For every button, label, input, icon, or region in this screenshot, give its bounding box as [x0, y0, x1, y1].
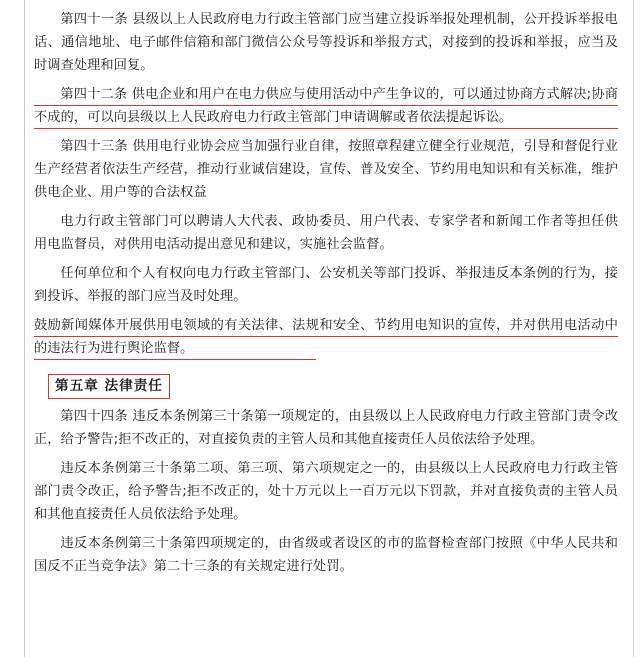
paragraph-media-supervision: 鼓励新闻媒体开展供用电领域的有关法律、法规和安全、节约用电知识的宣传，并对供用电活动中的违法行为进行舆论监督。: [34, 318, 618, 356]
right-margin-rule: [633, 0, 634, 657]
chapter-heading-wrap: [48, 366, 618, 405]
paragraph-article-43: 第四十三条 供用电行业协会应当加强行业自律，按照章程建立健全行业规范，引导和督促行业生产经营者依法生产经营，推动行业诚信建设，宣传、普及安全、节约用电知识和有关标准，维护供电企业、用户等的合法权益: [34, 139, 618, 200]
paragraph-article-44-2: 违反本条例第三十条第二项、第三项、第六项规定之一的，由县级以上人民政府电力行政主管部门责令改正，给予警告;拒不改正的，处十万元以上一百万元以下罚款，并对直接负责的主管人员和其他直接责任人员依法给予处理。: [34, 461, 618, 522]
paragraph-article-41: 第四十一条 县级以上人民政府电力行政主管部门应当建立投诉举报处理机制，公开投诉举报电话、通信地址、电子邮件信箱和部门微信公众号等投诉和举报方式，对接到的投诉和举报，应当及时调查处理和回复。: [34, 12, 618, 73]
paragraph-article-44: 第四十四条 违反本条例第三十条第一项规定的，由县级以上人民政府电力行政主管部门责令改正，给予警告;拒不改正的，对直接负责的主管人员和其他直接责任人员依法给予处理。: [34, 409, 618, 447]
paragraph-article-44-3: 违反本条例第三十条第四项规定的，由省级或者设区的市的监督检查部门按照《中华人民共和国反不正当竞争法》第二十三条的有关规定进行处罚。: [34, 536, 618, 574]
left-margin-rule: [24, 0, 25, 657]
red-underline-4: [34, 359, 316, 360]
paragraph-supervisors: 电力行政主管部门可以聘请人大代表、政协委员、用户代表、专家学者和新闻工作者等担任供用电监督员，对供用电活动提出意见和建议，实施社会监督。: [34, 214, 618, 252]
red-underline-2: [34, 128, 618, 129]
red-underline-1: [34, 105, 618, 106]
red-underline-3: [34, 336, 618, 337]
paragraph-complaints: 任何单位和个人有权向电力行政主管部门、公安机关等部门投诉、举报违反本条例的行为，接到投诉、举报的部门应当及时处理。: [34, 266, 618, 304]
chapter-heading: 第五章 法律责任: [48, 374, 170, 399]
paragraph-article-42: 第四十二条 供电企业和用户在电力供应与使用活动中产生争议的，可以通过协商方式解决;协商不成的，可以向县级以上人民政府电力行政主管部门申请调解或者依法提起诉讼。: [34, 87, 618, 125]
